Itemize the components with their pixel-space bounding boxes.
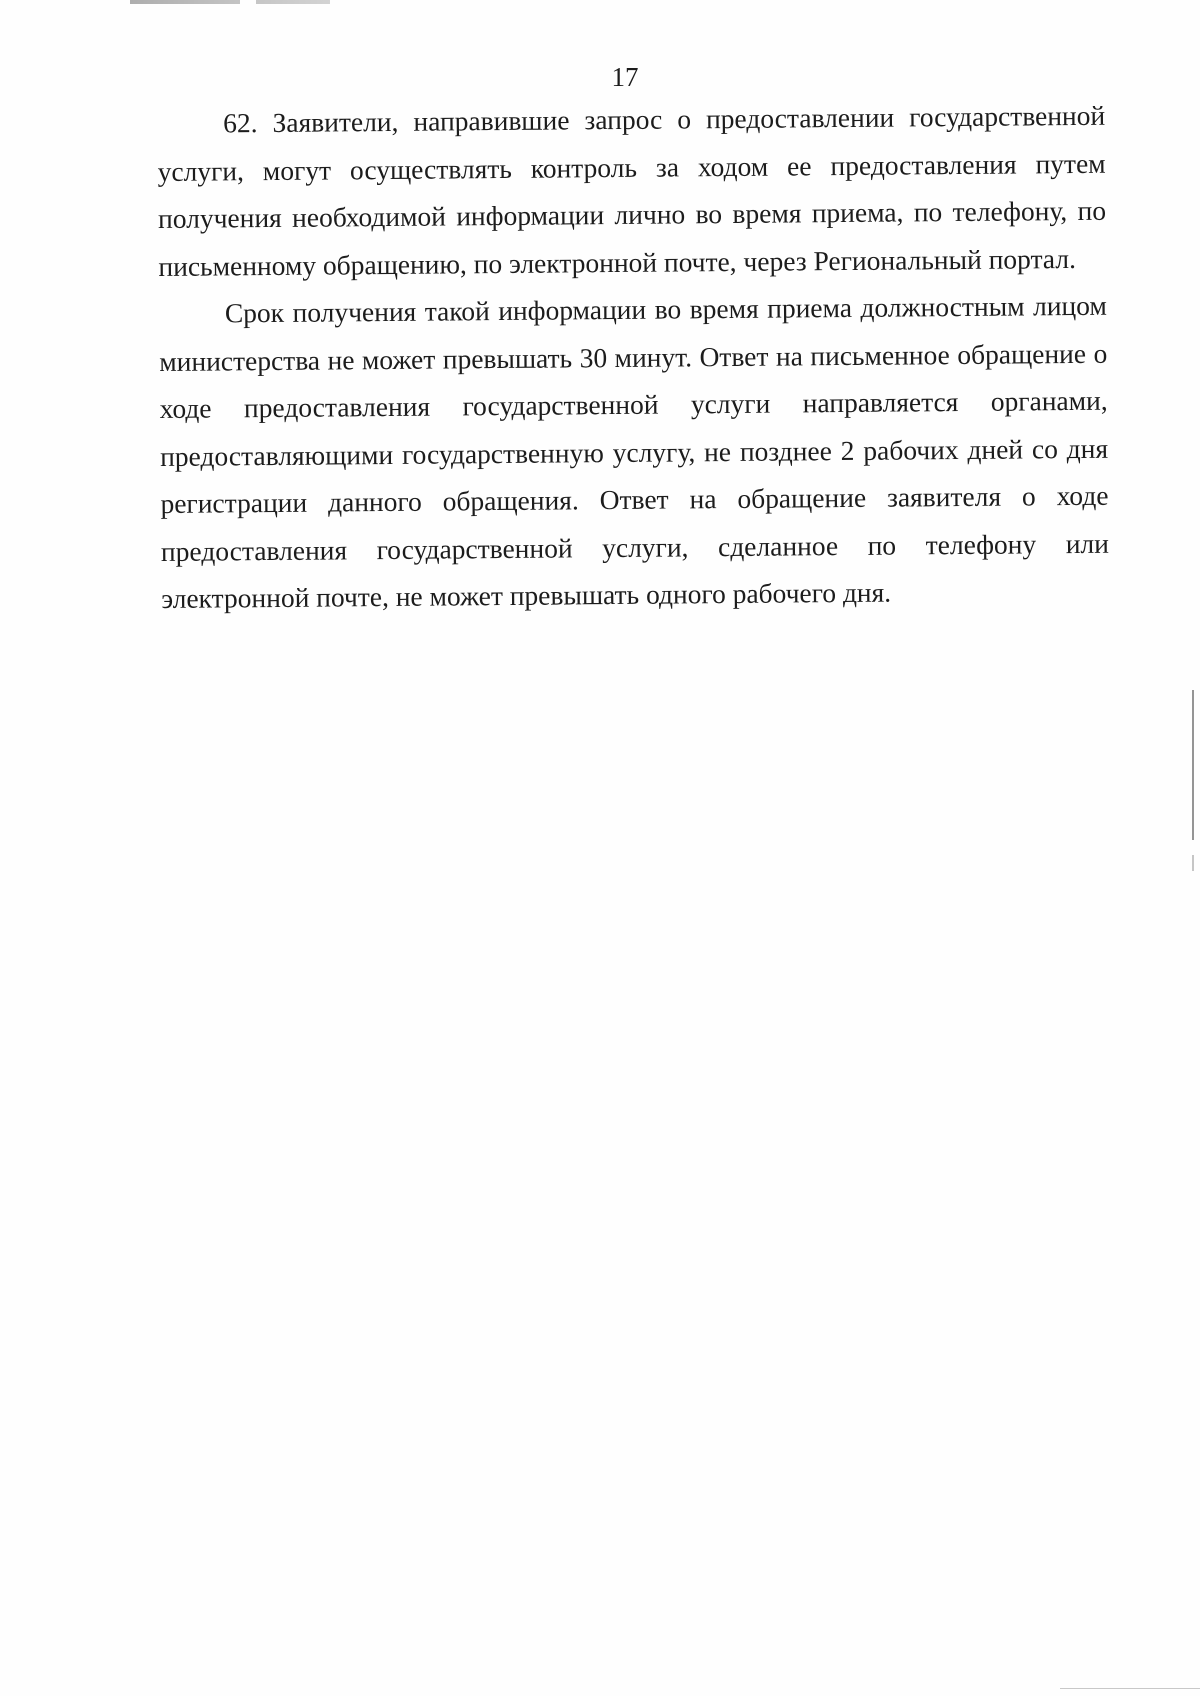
document-body: [157, 92, 1110, 623]
scan-artifact-bottom: [1060, 1688, 1200, 1689]
scan-artifact-right-dot: [1192, 855, 1194, 871]
page-number: 17: [611, 62, 639, 92]
paragraph-response-time: Срок получения такой информации во время приема должностным лицом министерства не может превышать 30 минут. Ответ на письменное обращение о ходе предоставления государственной услуги направляется органами, предоставляющими государственную услугу, не позднее 2 рабочих дней со дня регистрации данного обращения. Ответ на обращение заявителя о ходе предоставления государственной услуги, сделанное по телефону или электронной почте, не может превышать одного рабочего дня.: [159, 289, 1110, 614]
scan-artifact-top: [130, 0, 330, 4]
paragraph-62: 62. Заявители, направившие запрос о предоставлении государственной услуги, могут осуществлять контроль за ходом ее предоставления путем получения необходимой информации лично во время приема, по телефону, по письменному обращению, по электронной почте, через Региональный портал.: [157, 99, 1107, 282]
scan-artifact-right: [1192, 690, 1194, 840]
